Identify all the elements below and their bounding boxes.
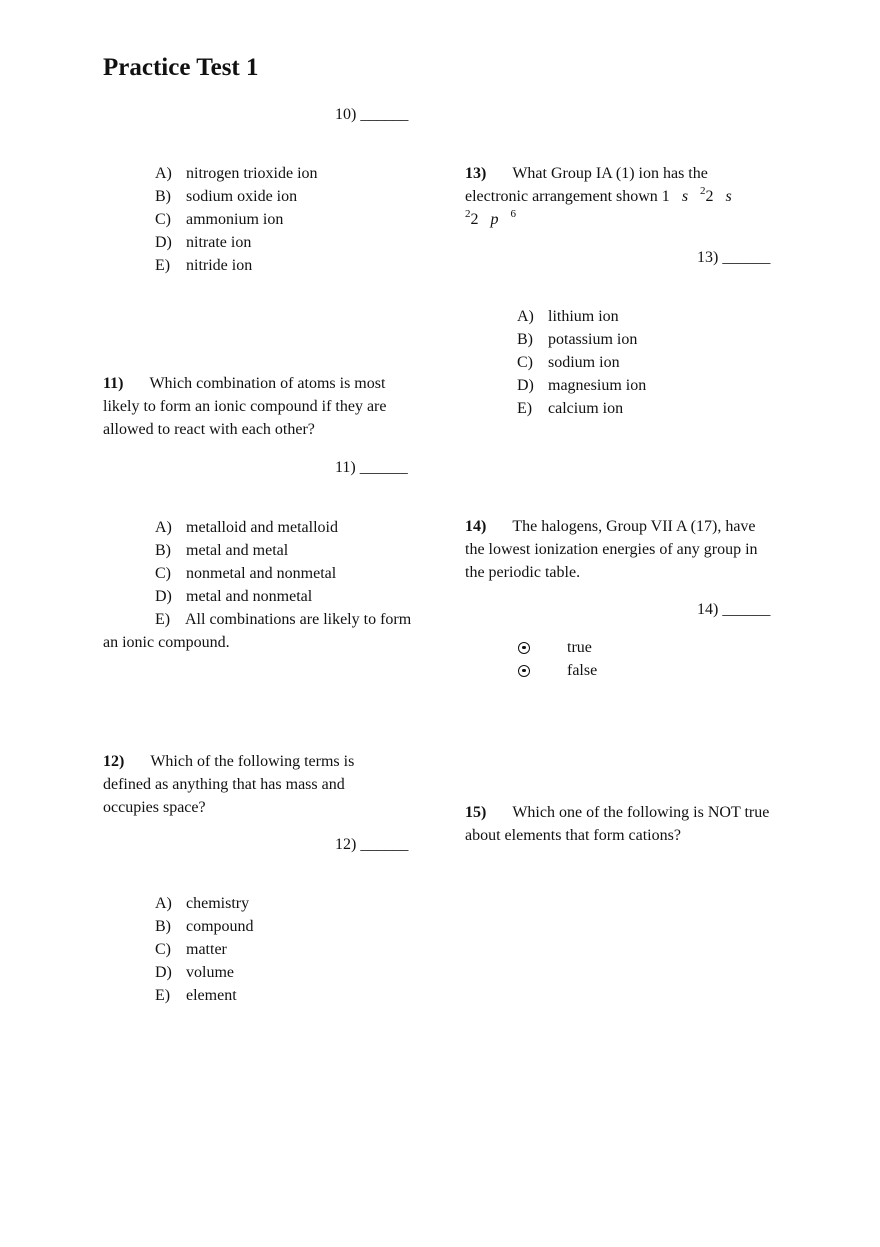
answer-blank-11[interactable]: 11) ______	[335, 459, 408, 476]
q13-options	[517, 305, 646, 420]
radio-button-icon[interactable]	[518, 642, 530, 654]
question-15	[465, 801, 775, 847]
answer-blank-12[interactable]: 12) ______	[335, 836, 409, 853]
q10-options	[155, 162, 318, 277]
q13-option-c[interactable]: C) sodium ion	[517, 354, 620, 371]
question-number: 14)	[465, 518, 487, 535]
question-text-line2: electronic arrangement shown 1 s $^2$2 s	[465, 185, 732, 205]
radio-button-icon[interactable]	[518, 665, 530, 677]
answer-blank-13[interactable]: 13) ______	[697, 249, 771, 266]
q11-options	[103, 516, 423, 654]
q10-option-e[interactable]: E) nitride ion	[155, 257, 253, 274]
q11-option-c[interactable]: C) nonmetal and nonmetal	[155, 565, 337, 582]
q11-option-a[interactable]: A) metalloid and metalloid	[155, 519, 338, 536]
question-14	[465, 515, 775, 584]
question-11	[103, 372, 418, 441]
question-text: Which one of the following is NOT true about elements that form cations?	[465, 804, 770, 844]
q13-option-b[interactable]: B) potassium ion	[517, 331, 638, 348]
q11-option-e[interactable]: E) All combinations are likely to form an ionic compound.	[103, 611, 412, 651]
question-number: 13)	[465, 165, 487, 182]
page-title: Practice Test 1	[103, 54, 259, 81]
question-number: 11)	[103, 375, 124, 392]
q13-option-a[interactable]: A) lithium ion	[517, 308, 619, 325]
q12-option-c[interactable]: C) matter	[155, 941, 227, 958]
question-12	[103, 750, 403, 819]
q12-option-b[interactable]: B) compound	[155, 918, 254, 935]
q14-choice-false[interactable]: false	[518, 659, 597, 682]
question-13	[465, 162, 785, 231]
answer-blank-10[interactable]: 10) ______	[335, 106, 409, 123]
q10-option-c[interactable]: C) ammonium ion	[155, 211, 284, 228]
q13-option-d[interactable]: D) magnesium ion	[517, 377, 647, 394]
q11-option-b[interactable]: B) metal and metal	[155, 542, 289, 559]
q12-option-a[interactable]: A) chemistry	[155, 895, 250, 912]
question-number: 15)	[465, 804, 487, 821]
question-text: Which of the following terms is defined as anything that has mass and occupies space?	[103, 753, 355, 816]
answer-blank-14[interactable]: 14) ______	[697, 601, 771, 618]
q14-choices	[518, 636, 597, 682]
q14-choice-true[interactable]: true	[518, 636, 597, 659]
question-text: Which combination of atoms is most likely to form an ionic compound if they are allowed to react with each other?	[103, 375, 387, 438]
question-text-line3: $^2$2 p $^6$	[465, 208, 516, 228]
q10-option-b[interactable]: B) sodium oxide ion	[155, 188, 298, 205]
q12-option-e[interactable]: E) element	[155, 987, 237, 1004]
q12-option-d[interactable]: D) volume	[155, 964, 234, 981]
question-text-line1: What Group IA (1) ion has the	[512, 165, 708, 182]
q10-option-d[interactable]: D) nitrate ion	[155, 234, 252, 251]
q12-options	[155, 892, 254, 1007]
q11-option-d[interactable]: D) metal and nonmetal	[155, 588, 313, 605]
q10-option-a[interactable]: A) nitrogen trioxide ion	[155, 165, 318, 182]
q13-option-e[interactable]: E) calcium ion	[517, 400, 624, 417]
question-text: The halogens, Group VII A (17), have the lowest ionization energies of any group in the periodic table.	[465, 518, 758, 581]
question-number: 12)	[103, 753, 125, 770]
